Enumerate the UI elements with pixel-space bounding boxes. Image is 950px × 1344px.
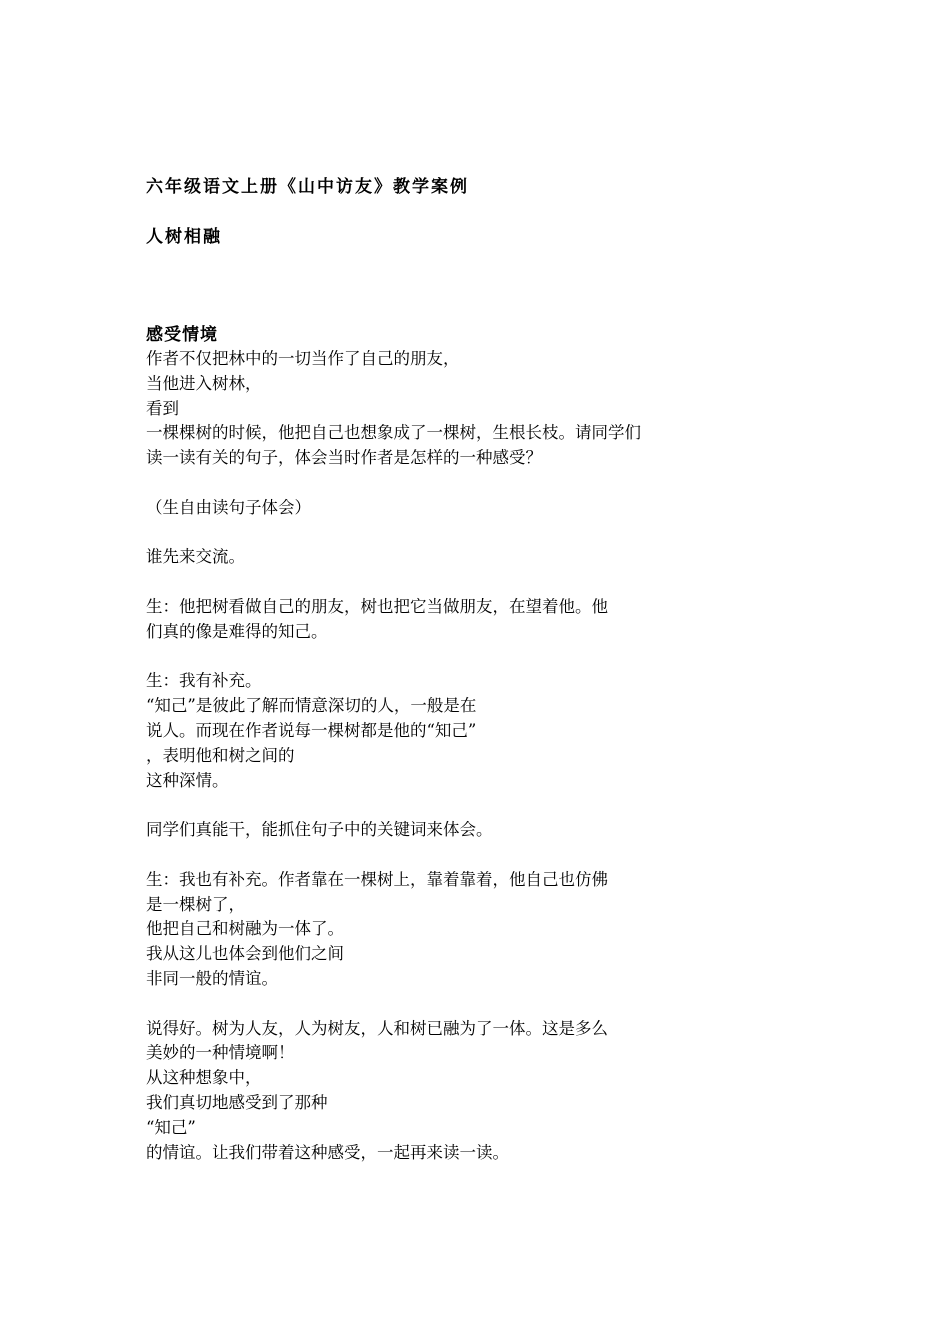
text-line: 我们真切地感受到了那种 [146,1092,328,1112]
text-line: 作者不仅把林中的一切当作了自己的朋友， [146,349,460,368]
document-body [146,175,666,1165]
text-line: 我从这儿也体会到他们之间 [146,944,344,964]
text-line: 生：我有补充。 [146,671,262,691]
paragraph [146,1017,666,1166]
paragraph [146,818,666,843]
paragraph [146,347,666,471]
text-line: 一棵棵树的时候，他把自己也想象成了一棵树，生根长枝。请同学们 [146,423,641,443]
text-line: 看到 [146,398,179,418]
document-subtitle: 人树相融 [146,227,222,247]
paragraph-list [146,347,666,1165]
text-line: ，表明他和树之间的 [146,745,295,765]
paragraph [146,595,666,645]
paragraph [146,868,666,992]
text-line: 非同一般的情谊。 [146,968,278,988]
text-line: 生：他把树看做自己的朋友，树也把它当做朋友，在望着他。他 [146,596,608,616]
text-line: “知己” [146,1117,196,1137]
text-line: 的情谊。让我们带着这种感受，一起再来读一读。 [146,1142,509,1162]
document-title: 六年级语文上册《山中访友》教学案例 [146,177,469,197]
text-line: 说得好。树为人友，人为树友，人和树已融为了一体。这是多么 [146,1018,608,1038]
text-line: 说人。而现在作者说每一棵树都是他的“知己” [146,720,477,740]
paragraph [146,496,666,521]
text-line: 读一读有关的句子，体会当时作者是怎样的一种感受？ [146,448,542,468]
text-line: 从这种想象中， [146,1068,262,1088]
paragraph [146,545,666,570]
text-line: “知己”是彼此了解而情意深切的人，一般是在 [146,696,477,716]
text-line: 美妙的一种情境啊！ [146,1043,295,1063]
text-line: （生自由读句子体会） [146,497,311,517]
paragraph [146,669,666,793]
text-line: 谁先来交流。 [146,547,245,567]
section-heading: 感受情境 [146,325,218,345]
text-line: 当他进入树林， [146,373,262,393]
text-line: 他把自己和树融为一体了。 [146,919,344,939]
text-line: 是一棵树了， [146,894,245,914]
text-line: 这种深情。 [146,770,229,790]
text-line: 生：我也有补充。作者靠在一棵树上，靠着靠着，他自己也仿佛 [146,869,608,889]
text-line: 同学们真能干，能抓住句子中的关键词来体会。 [146,820,493,840]
text-line: 们真的像是难得的知己。 [146,621,328,641]
